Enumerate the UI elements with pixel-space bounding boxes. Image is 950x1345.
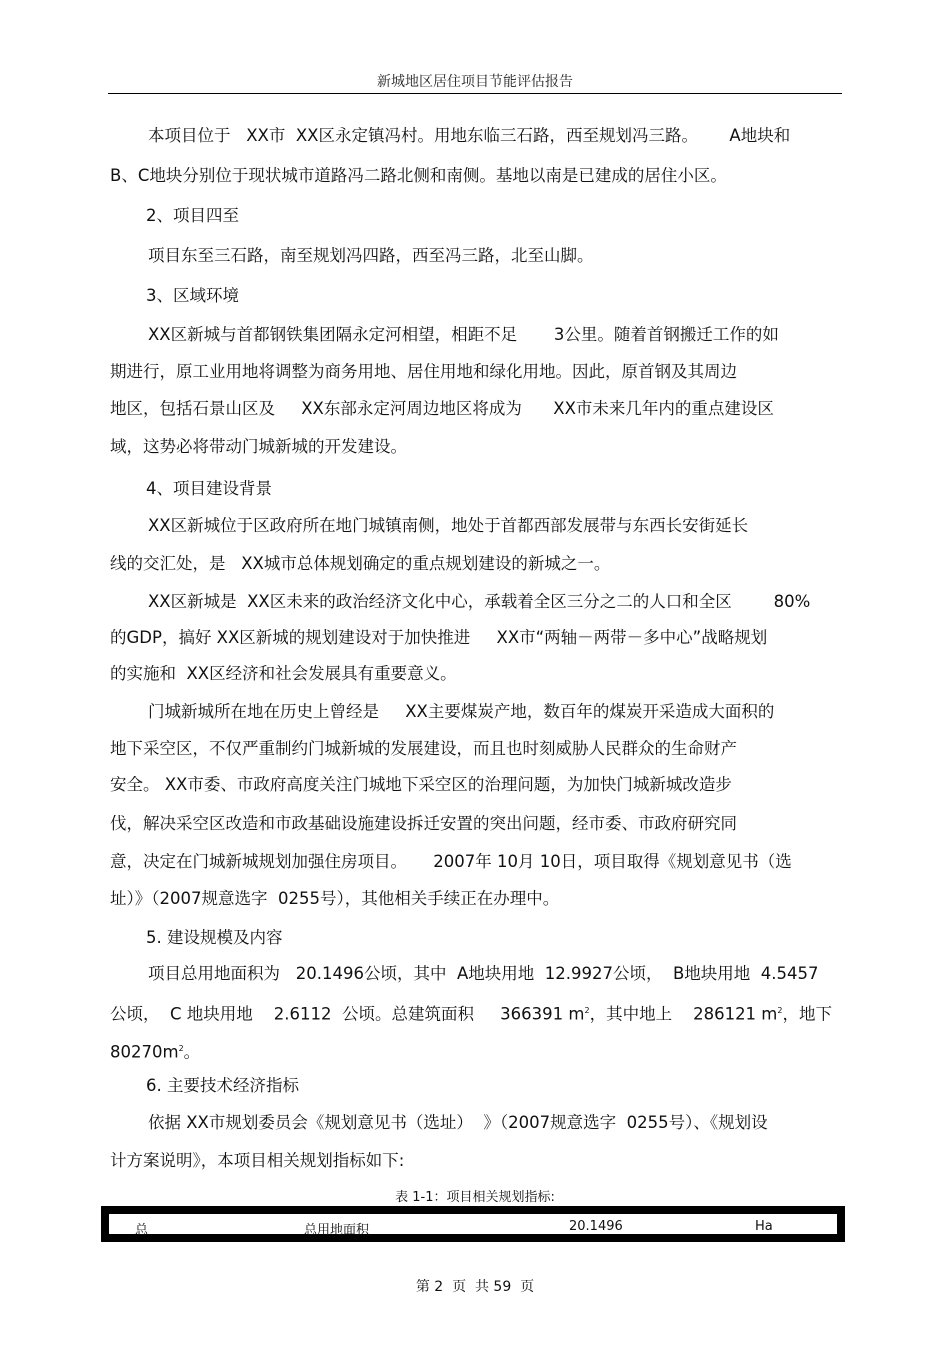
body-line: 安全。 XX市委、市政府高度关注门城地下采空区的治理问题，为加快门城新城改造步 xyxy=(110,775,732,794)
body-line: XX区新城是 XX区未来的政治经济文化中心，承载着全区三分之二的人口和全区 80% xyxy=(148,592,811,611)
body-line: 域，这势必将带动门城新城的开发建设。 xyxy=(110,437,407,456)
body-line-part: ，其中地上 286121 m xyxy=(589,1004,778,1024)
body-line-part: 80270m xyxy=(110,1042,179,1062)
superscript-unit: 2 xyxy=(777,1006,783,1015)
body-line: 地下采空区，不仅严重制约门城新城的发展建设，而且也时刻威胁人民群众的生命财产 xyxy=(110,739,737,758)
header-rule xyxy=(108,93,842,94)
body-line: 伐，解决采空区改造和市政基础设施建设拆迁安置的突出问题，经市委、市政府研究同 xyxy=(110,814,737,833)
body-line: XX区新城位于区政府所在地门城镇南侧，地处于首都西部发展带与东西长安街延长 xyxy=(148,516,749,535)
body-line: 计方案说明》，本项目相关规划指标如下: xyxy=(110,1151,405,1170)
table-cell: Ha xyxy=(755,1219,773,1234)
page-number: 第 2 页 共 59 页 xyxy=(415,1279,535,1295)
body-line-part: ，地下 xyxy=(782,1004,832,1024)
body-line: 本项目位于 XX市 XX区永定镇冯村。用地东临三石路，西至规划冯三路。 A地块和 xyxy=(148,126,791,145)
body-line: 地区，包括石景山区及 XX东部永定河周边地区将成为 XX市未来几年内的重点建设区 xyxy=(110,399,774,418)
body-line-area xyxy=(110,1000,832,1026)
body-line: 项目总用地面积为 20.1496公顷，其中 A地块用地 12.9927公顷， B地块用地 4.5457 xyxy=(148,964,819,983)
body-line: 的GDP，搞好 XX区新城的规划建设对于加快推进 XX市“两轴－两带－多中心”战略规划 xyxy=(110,628,768,647)
table-cell: 总用地面积 xyxy=(304,1223,370,1238)
body-line: 项目东至三石路，南至规划冯四路，西至冯三路，北至山脚。 xyxy=(148,246,594,265)
page-header-title: 新城地区居住项目节能评估报告 xyxy=(377,74,573,90)
body-line-part: 公顷， C 地块用地 2.6112 公顷。总建筑面积 366391 m xyxy=(110,1004,585,1024)
superscript-unit: 2 xyxy=(584,1006,590,1015)
table-row xyxy=(108,1213,838,1238)
body-line: 期进行，原工业用地将调整为商务用地、居住用地和绿化用地。因此，原首钢及其周边 xyxy=(110,362,737,381)
body-line: 线的交汇处，是 XX城市总体规划确定的重点规划建设的新城之一。 xyxy=(110,554,611,573)
body-line: 址）》（2007规意选字 0255号），其他相关手续正在办理中。 xyxy=(110,889,560,908)
body-line: 意，决定在门城新城规划加强住房项目。 2007年 10月 10日，项目取得《规划意见书（选 xyxy=(110,852,792,871)
section-heading: 3、区域环境 xyxy=(146,286,239,305)
table-cell: 总 xyxy=(135,1223,149,1238)
body-line: 依据 XX市规划委员会《规划意见书（选址） 》（2007规意选字 0255号）、《规划设 xyxy=(148,1113,768,1132)
planning-index-table xyxy=(101,1206,845,1242)
table-caption: 表 1-1：项目相关规划指标: xyxy=(395,1190,555,1205)
body-line: XX区新城与首都钢铁集团隔永定河相望，相距不足 3公里。随着首钢搬迁工作的如 xyxy=(148,325,779,344)
body-line: 门城新城所在地在历史上曾经是 XX主要煤炭产地，数百年的煤炭开采造成大面积的 xyxy=(148,702,775,721)
table-cell: 20.1496 xyxy=(569,1219,623,1234)
section-heading: 5. 建设规模及内容 xyxy=(146,928,283,947)
body-line: B、C地块分别位于现状城市道路冯二路北侧和南侧。基地以南是已建成的居住小区。 xyxy=(110,166,727,185)
body-line: 的实施和 XX区经济和社会发展具有重要意义。 xyxy=(110,664,457,683)
body-line-part: 。 xyxy=(183,1042,201,1062)
section-heading: 6. 主要技术经济指标 xyxy=(146,1076,299,1095)
section-heading: 4、项目建设背景 xyxy=(146,479,272,498)
body-line-area-2 xyxy=(110,1038,200,1064)
section-heading: 2、项目四至 xyxy=(146,206,239,225)
superscript-unit: 2 xyxy=(178,1044,184,1053)
